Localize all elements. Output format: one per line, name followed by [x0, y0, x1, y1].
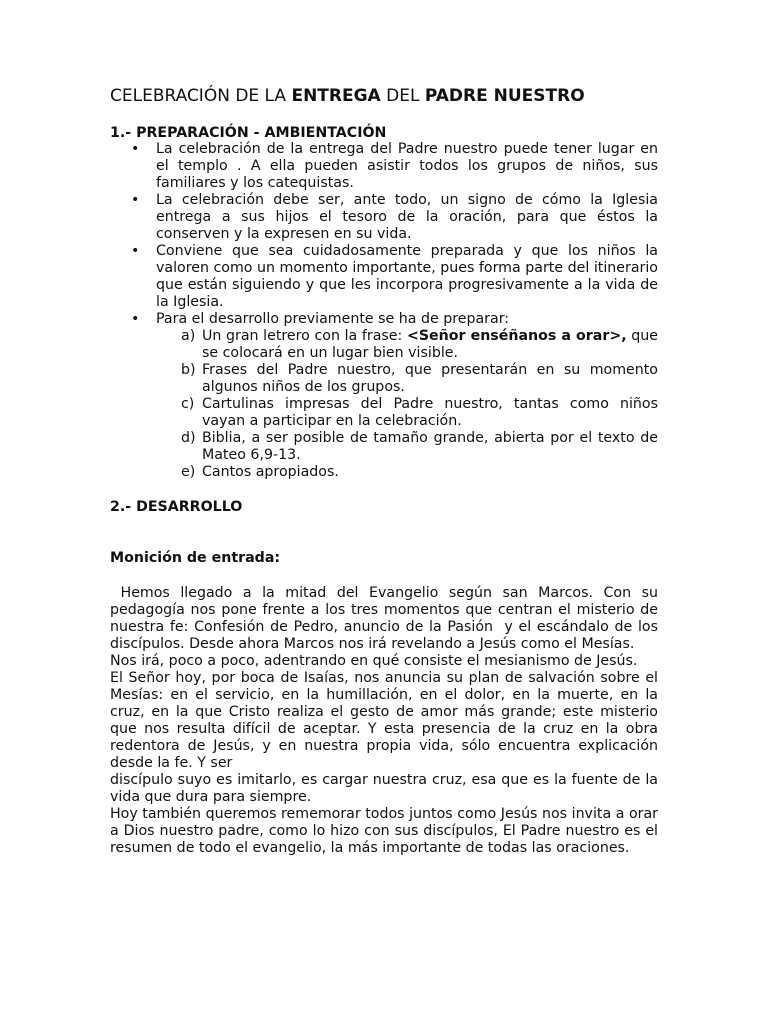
bullet-text: Para el desarrollo previamente se ha de preparar: — [156, 311, 510, 327]
section-2-heading: 2.- DESARROLLO — [110, 499, 243, 515]
bullet-item — [110, 311, 658, 481]
item-text: Cartulinas impresas del Padre nuestro, tantas como niños vayan a participar en la celebración. — [202, 396, 658, 429]
item-bold-phrase: <Señor enséñanos a orar>, — [406, 328, 627, 344]
item-label: e) — [181, 464, 196, 480]
body-paragraph: Hemos llegado a la mitad del Evangelio según san Marcos. Con su pedagogía nos pone frente a los tres momentos que centran el misterio de nuestra fe: Confesión de Pedro, anuncio de la Pasión y el escándalo de los discípulos. Desde ahora Marcos nos irá revelando a Jesús como el Mesías. — [110, 585, 663, 652]
body-paragraph: Hoy también queremos rememorar todos juntos como Jesús nos invita a orar a Dios nuestro padre, como lo hizo con sus discípulos, El Padre nuestro es el resumen de todo el evangelio, la más importante de todas las oraciones. — [110, 806, 658, 856]
item-text: Biblia, a ser posible de tamaño grande, abierta por el texto de Mateo 6,9-13. — [202, 430, 658, 463]
materials-sublist — [156, 328, 658, 481]
sublist-item — [156, 362, 658, 396]
bullet-icon: • — [131, 311, 140, 327]
document-title — [110, 86, 658, 106]
item-label: a) — [181, 328, 196, 344]
bullet-text: La celebración de la entrega del Padre nuestro puede tener lugar en el templo . A ella pueden asistir todos los grupos de niños, sus familiares y los catequistas. — [156, 141, 658, 191]
bullet-icon: • — [131, 192, 140, 208]
bullet-text: Conviene que sea cuidadosamente preparada y que los niños la valoren como un momento importante, pues forma parte del itinerario que están siguiendo y que les incorpora progresivamente a la vida de la Iglesia. — [156, 243, 658, 310]
sublist-item — [156, 464, 658, 481]
item-text: Cantos apropiados. — [202, 464, 339, 480]
sublist-item — [156, 396, 658, 430]
title-part-4: PADRE NUESTRO — [424, 86, 585, 106]
item-label: d) — [181, 430, 196, 446]
sublist-item — [156, 430, 658, 464]
item-label: b) — [181, 362, 196, 378]
preparation-bullet-list — [110, 141, 658, 481]
title-part-2: ENTREGA — [291, 86, 381, 106]
monition-body — [110, 585, 663, 857]
body-paragraph: El Señor hoy, por boca de Isaías, nos anuncia su plan de salvación sobre el Mesías: en el servicio, en la humillación, en el dolor, en la muerte, en la cruz, en la que Cristo realiza el gesto de amor más grande; este misterio que nos resulta difícil de aceptar. Y esta presencia de la cruz en la obra redentora de Jesús, y en nuestra propia vida, sólo encuentra explicación desde la fe. Y ser — [110, 670, 658, 771]
item-text: Frases del Padre nuestro, que presentarán en su momento algunos niños de los grupos. — [202, 362, 658, 395]
body-paragraph: discípulo suyo es imitarlo, es cargar nuestra cruz, esa que es la fuente de la vida que dura para siempre. — [110, 772, 658, 805]
body-paragraph: Nos irá, poco a poco, adentrando en qué consiste el mesianismo de Jesús. — [110, 653, 638, 669]
bullet-item — [110, 243, 658, 311]
title-part-1: CELEBRACIÓN DE LA — [110, 86, 292, 106]
title-part-3: DEL — [380, 86, 425, 106]
bullet-item — [110, 192, 658, 243]
item-text: que se colocará en un lugar bien visible. — [202, 328, 658, 361]
item-text: Un gran letrero con la frase: — [202, 328, 407, 344]
bullet-icon: • — [131, 243, 140, 259]
bullet-text: La celebración debe ser, ante todo, un signo de cómo la Iglesia entrega a sus hijos el tesoro de la oración, para que éstos la conserven y la expresen en su vida. — [156, 192, 658, 242]
bullet-item — [110, 141, 658, 192]
section-1-heading: 1.- PREPARACIÓN - AMBIENTACIÓN — [110, 125, 387, 141]
bullet-icon: • — [131, 141, 140, 157]
sublist-item — [156, 328, 658, 362]
monition-subheading: Monición de entrada: — [110, 550, 281, 566]
item-label: c) — [181, 396, 195, 412]
